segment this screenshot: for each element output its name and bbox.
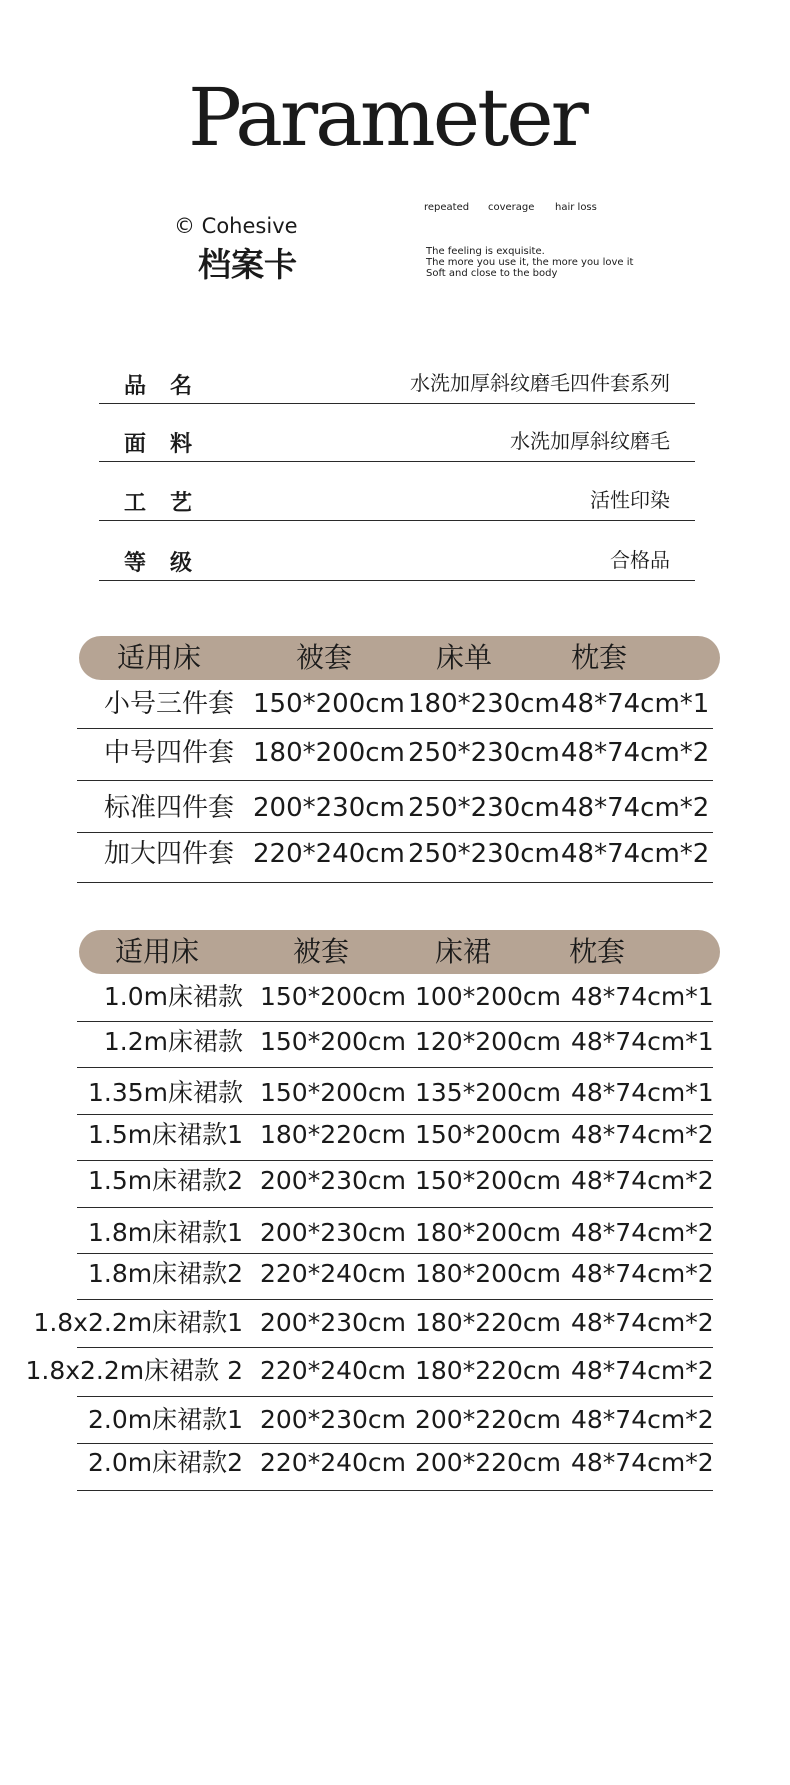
bed-size-cell: 1.8x2.2m床裙款 2 <box>25 1356 243 1385</box>
bed-size-cell: 1.8m床裙款2 <box>87 1259 243 1288</box>
info-value: 水洗加厚斜纹磨毛四件套系列 <box>410 371 670 395</box>
quilt-cover-cell: 180*220cm <box>260 1120 407 1149</box>
info-row-process <box>99 463 695 521</box>
table1-header-pillow: 枕套 <box>571 641 628 674</box>
info-label: 品名 <box>124 374 217 399</box>
info-row-name <box>99 346 695 404</box>
pillowcase-cell: 48*74cm*1 <box>571 1078 714 1107</box>
bed-size-cell: 1.0m床裙款 <box>103 982 243 1011</box>
pillowcase-cell: 48*74cm*2 <box>571 1218 714 1247</box>
quilt-cover-cell: 150*200cm <box>253 689 405 719</box>
table1-header-bed: 适用床 <box>117 641 202 674</box>
bed-size-cell: 小号三件套 <box>103 689 234 719</box>
info-value: 合格品 <box>610 548 670 572</box>
quilt-cover-cell: 200*230cm <box>260 1308 407 1337</box>
table-row <box>77 1208 713 1254</box>
bed-size-cell: 1.5m床裙款1 <box>87 1120 243 1149</box>
description-line: Soft and close to the body <box>426 268 558 279</box>
info-label: 面料 <box>124 432 217 457</box>
bed-skirt-cell: 135*200cm <box>415 1078 562 1107</box>
table-row <box>77 1161 713 1208</box>
description-line: The feeling is exquisite. <box>426 246 545 257</box>
bed-skirt-cell: 120*200cm <box>415 1027 562 1056</box>
quilt-cover-cell: 200*230cm <box>253 793 405 823</box>
sheet-cell: 180*230cm <box>408 689 560 719</box>
pillowcase-cell: 48*74cm*2 <box>561 839 710 869</box>
quilt-cover-cell: 180*200cm <box>253 738 405 768</box>
quilt-cover-cell: 150*200cm <box>260 982 407 1011</box>
card-title: 档案卡 <box>198 245 297 284</box>
table1-header <box>79 636 720 680</box>
table2-header-pillow: 枕套 <box>569 935 626 968</box>
pillowcase-cell: 48*74cm*1 <box>561 689 710 719</box>
info-label: 工艺 <box>124 491 217 516</box>
quilt-cover-cell: 200*230cm <box>260 1405 407 1434</box>
pillowcase-cell: 48*74cm*2 <box>571 1166 714 1195</box>
quilt-cover-cell: 220*240cm <box>260 1356 407 1385</box>
table2-header-quilt: 被套 <box>293 935 350 968</box>
pillowcase-cell: 48*74cm*2 <box>571 1308 714 1337</box>
table1-header-quilt: 被套 <box>296 641 353 674</box>
quilt-cover-cell: 200*230cm <box>260 1218 407 1247</box>
quilt-cover-cell: 220*240cm <box>253 839 405 869</box>
bed-size-cell: 1.2m床裙款 <box>103 1027 243 1056</box>
bed-size-cell: 标准四件套 <box>103 793 234 823</box>
bed-skirt-cell: 200*220cm <box>415 1448 562 1477</box>
pillowcase-cell: 48*74cm*2 <box>571 1448 714 1477</box>
bed-size-cell: 加大四件套 <box>103 839 234 869</box>
pillowcase-cell: 48*74cm*2 <box>571 1259 714 1288</box>
bed-skirt-cell: 100*200cm <box>415 982 562 1011</box>
info-value: 活性印染 <box>590 488 670 512</box>
tag-repeated: repeated <box>424 202 470 213</box>
pillowcase-cell: 48*74cm*2 <box>571 1356 714 1385</box>
tag-coverage: coverage <box>488 202 535 213</box>
quilt-cover-cell: 200*230cm <box>260 1166 407 1195</box>
quilt-cover-cell: 220*240cm <box>260 1259 407 1288</box>
info-value: 水洗加厚斜纹磨毛 <box>510 429 670 453</box>
bed-size-cell: 2.0m床裙款1 <box>87 1405 243 1434</box>
bed-skirt-cell: 180*200cm <box>415 1218 562 1247</box>
bed-skirt-cell: 180*220cm <box>415 1356 562 1385</box>
description-line: The more you use it, the more you love it <box>426 257 634 268</box>
bed-skirt-cell: 150*200cm <box>415 1166 562 1195</box>
tag-hair-loss: hair loss <box>555 202 597 213</box>
pillowcase-cell: 48*74cm*1 <box>571 1027 714 1056</box>
table2-header-skirt: 床裙 <box>435 935 492 968</box>
table-row <box>77 1254 713 1300</box>
table-row <box>77 833 713 883</box>
bed-skirt-cell: 180*220cm <box>415 1308 562 1337</box>
bed-skirt-cell: 150*200cm <box>415 1120 562 1149</box>
table-row <box>77 1397 713 1444</box>
quilt-cover-cell: 220*240cm <box>260 1448 407 1477</box>
pillowcase-cell: 48*74cm*2 <box>561 793 710 823</box>
pillowcase-cell: 48*74cm*2 <box>571 1120 714 1149</box>
page-title: Parameter <box>188 71 586 164</box>
bed-skirt-cell: 200*220cm <box>415 1405 562 1434</box>
bed-size-cell: 1.8m床裙款1 <box>87 1218 243 1247</box>
table-row <box>77 977 713 1022</box>
bed-size-cell: 中号四件套 <box>103 738 234 768</box>
pillowcase-cell: 48*74cm*2 <box>561 738 710 768</box>
info-row-fabric <box>99 404 695 462</box>
table-row <box>33 1300 714 1348</box>
table1-header-sheet: 床单 <box>436 641 493 674</box>
bed-size-cell: 2.0m床裙款2 <box>87 1448 243 1477</box>
table-row <box>77 1022 713 1068</box>
bed-skirt-cell: 180*200cm <box>415 1259 562 1288</box>
sheet-cell: 250*230cm <box>408 839 560 869</box>
table2-header-bed: 适用床 <box>115 935 200 968</box>
pillowcase-cell: 48*74cm*1 <box>571 982 714 1011</box>
sheet-cell: 250*230cm <box>408 738 560 768</box>
table-row <box>77 783 713 833</box>
bed-size-cell: 1.5m床裙款2 <box>87 1166 243 1195</box>
table-row <box>77 683 713 729</box>
quilt-cover-cell: 150*200cm <box>260 1078 407 1107</box>
sheet-cell: 250*230cm <box>408 793 560 823</box>
pillowcase-cell: 48*74cm*2 <box>571 1405 714 1434</box>
bed-size-cell: 1.35m床裙款 <box>87 1078 243 1107</box>
quilt-cover-cell: 150*200cm <box>260 1027 407 1056</box>
brand-name: © Cohesive <box>174 214 298 238</box>
table-row <box>77 1068 713 1115</box>
info-label: 等级 <box>124 551 217 576</box>
info-row-grade <box>99 523 695 581</box>
table-row <box>25 1348 714 1397</box>
table-row <box>77 1444 713 1491</box>
table-row <box>77 729 713 781</box>
table-row <box>77 1115 713 1161</box>
table2-header <box>79 930 720 974</box>
bed-size-cell: 1.8x2.2m床裙款1 <box>33 1308 243 1337</box>
